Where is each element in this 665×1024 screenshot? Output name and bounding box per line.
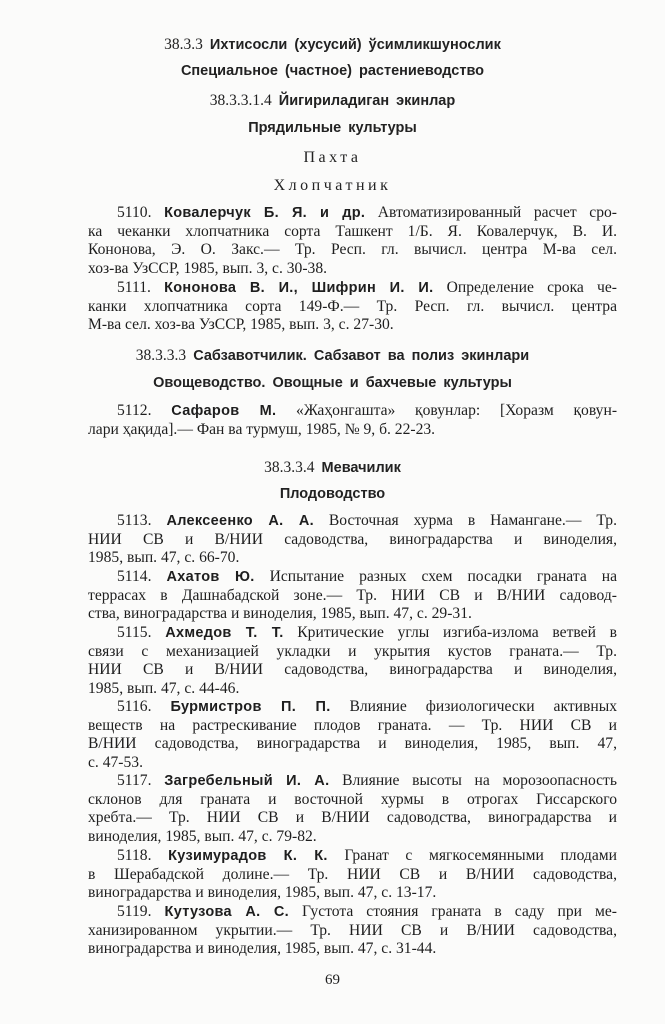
entry-first-line [88,772,617,791]
bibliography-entry [88,772,617,846]
entry-line: с. 47-53. [88,753,143,771]
section-number: 38.3.3.3 [135,347,187,364]
entry-author: Алексеенко А. А. [166,513,314,529]
entry-author: Загребельный И. А. [164,773,330,789]
bibliography-entry [88,847,617,903]
entry-number: 5118. [117,847,152,864]
section-number: 38.3.3.1.4 [209,92,272,109]
entry-author: Ковалерчук Б. Я. и др. [164,205,366,221]
entry-line: в Шерабадской долине.— Тр. НИИ СВ и В/НИИ садоводства, [88,865,617,883]
entry-author: Сафаров М. [171,403,277,419]
section-number: 38.3.3 [164,36,203,53]
entry-line: хребта.— Тр. НИИ СВ и В/НИИ садоводства, виноградарства и [88,809,617,827]
entry-first-line [88,847,617,866]
entry-title-start: Автоматизированный расчет сро- [377,204,617,221]
entry-title-start: Испытание разных схем посадки граната на [269,568,617,585]
entry-title-start: Влияние высоты на морозоопасность [342,772,617,789]
entry-line: виноделия, 1985, вып. 47, с. 79-82. [88,827,317,845]
entry-line: НИИ СВ и В/НИИ садоводства, виноградарства и виноделия, [88,530,617,548]
entry-title-start: Критические углы изгиба-излома ветвей в [297,624,618,641]
entry-title-start: «Жаҳонгашта» қовунлар: [Хоразм қовун- [296,402,618,419]
bibliography-entry [88,279,617,335]
topic-heading-uz: Пахта [303,149,362,166]
entry-title-start: Влияние физиологически активных [349,698,617,715]
entry-first-line [88,624,617,643]
entry-author: Ахатов Ю. [166,569,255,585]
entry-number: 5116. [117,698,152,715]
subsection-heading-uz [0,346,665,366]
entry-line: связи с механизацией укладки и укрытия кустов граната.— Тр. [88,642,617,660]
section-heading-ru: Специальное (частное) растениеводство [180,63,485,79]
entry-line: М-ва сел. хоз-ва УзССР, 1985, вып. 3, с. 27-30. [88,316,394,334]
entry-number: 5112. [117,402,152,419]
subsection-heading-ru: Плодоводство [279,486,386,502]
entry-line: хоз-ва УзССР, 1985, вып. 3, с. 30-38. [88,259,328,277]
entry-line: склонов для граната и восточной хурмы в отрогах Гиссарского [88,790,617,808]
entry-author: Кононова В. И., Шифрин И. И. [164,280,434,296]
entry-number: 5117. [117,772,152,789]
entry-first-line [88,204,617,223]
entry-number: 5111. [117,279,151,296]
entry-line: Кононова, Э. О. Закс.— Тр. Респ. гл. вычисл. центра М-ва сел. [88,241,617,259]
entry-number: 5119. [117,903,152,920]
entry-first-line [88,402,617,421]
entry-author: Ахмедов Т. Т. [165,625,284,641]
bibliography-entry [88,204,617,278]
entry-title-start: Густота стояния граната в саду при ме- [302,903,617,920]
entry-number: 5115. [117,624,152,641]
entry-number: 5114. [117,568,152,585]
section-title: Сабзавотчилик. Сабзавот ва полиз экинлари [193,348,530,364]
entry-first-line [88,279,617,298]
entry-line: террасах в Дашнабадской зоне.— Тр. НИИ СВ и В/НИИ садовод- [88,586,617,604]
entry-line: 1985, вып. 47, с. 66-70. [88,549,240,567]
entry-line: ка чеканки хлопчатника сорта Ташкент 1/Б. Я. Ковалерчук, В. И. [88,222,617,240]
entry-title-start: Восточная хурма в Намангане.— Тр. [328,512,617,529]
entry-line: 1985, вып. 47, с. 44-46. [88,679,240,697]
bibliography-entry [88,512,617,568]
page-number: 69 [325,972,340,988]
entry-title-start: Определение срока че- [446,279,617,296]
bibliography-entry [88,568,617,624]
entry-author: Кутузова А. С. [164,904,289,920]
entry-number: 5110. [117,204,152,221]
subsection-heading-ru: Овощеводство. Овощные и бахчевые культуры [153,375,512,391]
subsection-heading-uz [0,91,665,111]
entry-first-line [88,568,617,587]
entry-number: 5113. [117,512,152,529]
entry-line: лари ҳақида].— Фан ва турмуш, 1985, № 9, б. 22-23. [88,420,436,438]
entry-line: НИИ СВ и В/НИИ садоводства, виноградарства и виноделия, [88,661,617,679]
entry-line: канки хлопчатника сорта 149-Ф.— Тр. Респ. гл. вычисл. центра [88,297,617,315]
section-title: Мевачилик [321,460,401,476]
bibliography-entry [88,402,617,439]
section-title: Йигириладиган экинлар [278,93,456,109]
entry-line: ханизированном укрытии.— Тр. НИИ СВ и В/НИИ садоводства, [88,921,617,939]
entry-first-line [88,903,617,922]
section-title: Ихтисосли (хусусий) ўсимликшунослик [209,37,501,53]
entry-line: веществ на растрескивание плодов граната. — Тр. НИИ СВ и [88,716,617,734]
entry-author: Кузимурадов К. К. [168,848,328,864]
entry-line: виноградарства и виноделия, 1985, вып. 47, с. 31-44. [88,940,437,958]
entry-line: виноградарства и виноделия, 1985, вып. 47, с. 13-17. [88,884,437,902]
topic-heading-ru: Хлопчатник [273,177,392,194]
entry-title-start: Гранат с мягкосемянными плодами [344,847,617,864]
entry-line: В/НИИ садоводства, виноградарства и виноделия, 1985, вып. 47, [88,735,617,753]
section-heading-uz [0,35,665,55]
subsection-heading-ru: Прядильные культуры [248,120,417,136]
entry-first-line [88,512,617,531]
bibliography-entry [88,624,617,698]
entry-first-line [88,698,617,717]
subsection-heading-uz [0,458,665,478]
section-number: 38.3.3.4 [264,459,315,476]
entry-author: Бурмистров П. П. [170,699,331,715]
bibliography-entry [88,903,617,959]
entry-line: ства, виноградарства и виноделия, 1985, вып. 47, с. 29-31. [88,605,472,623]
bibliography-entry [88,698,617,772]
